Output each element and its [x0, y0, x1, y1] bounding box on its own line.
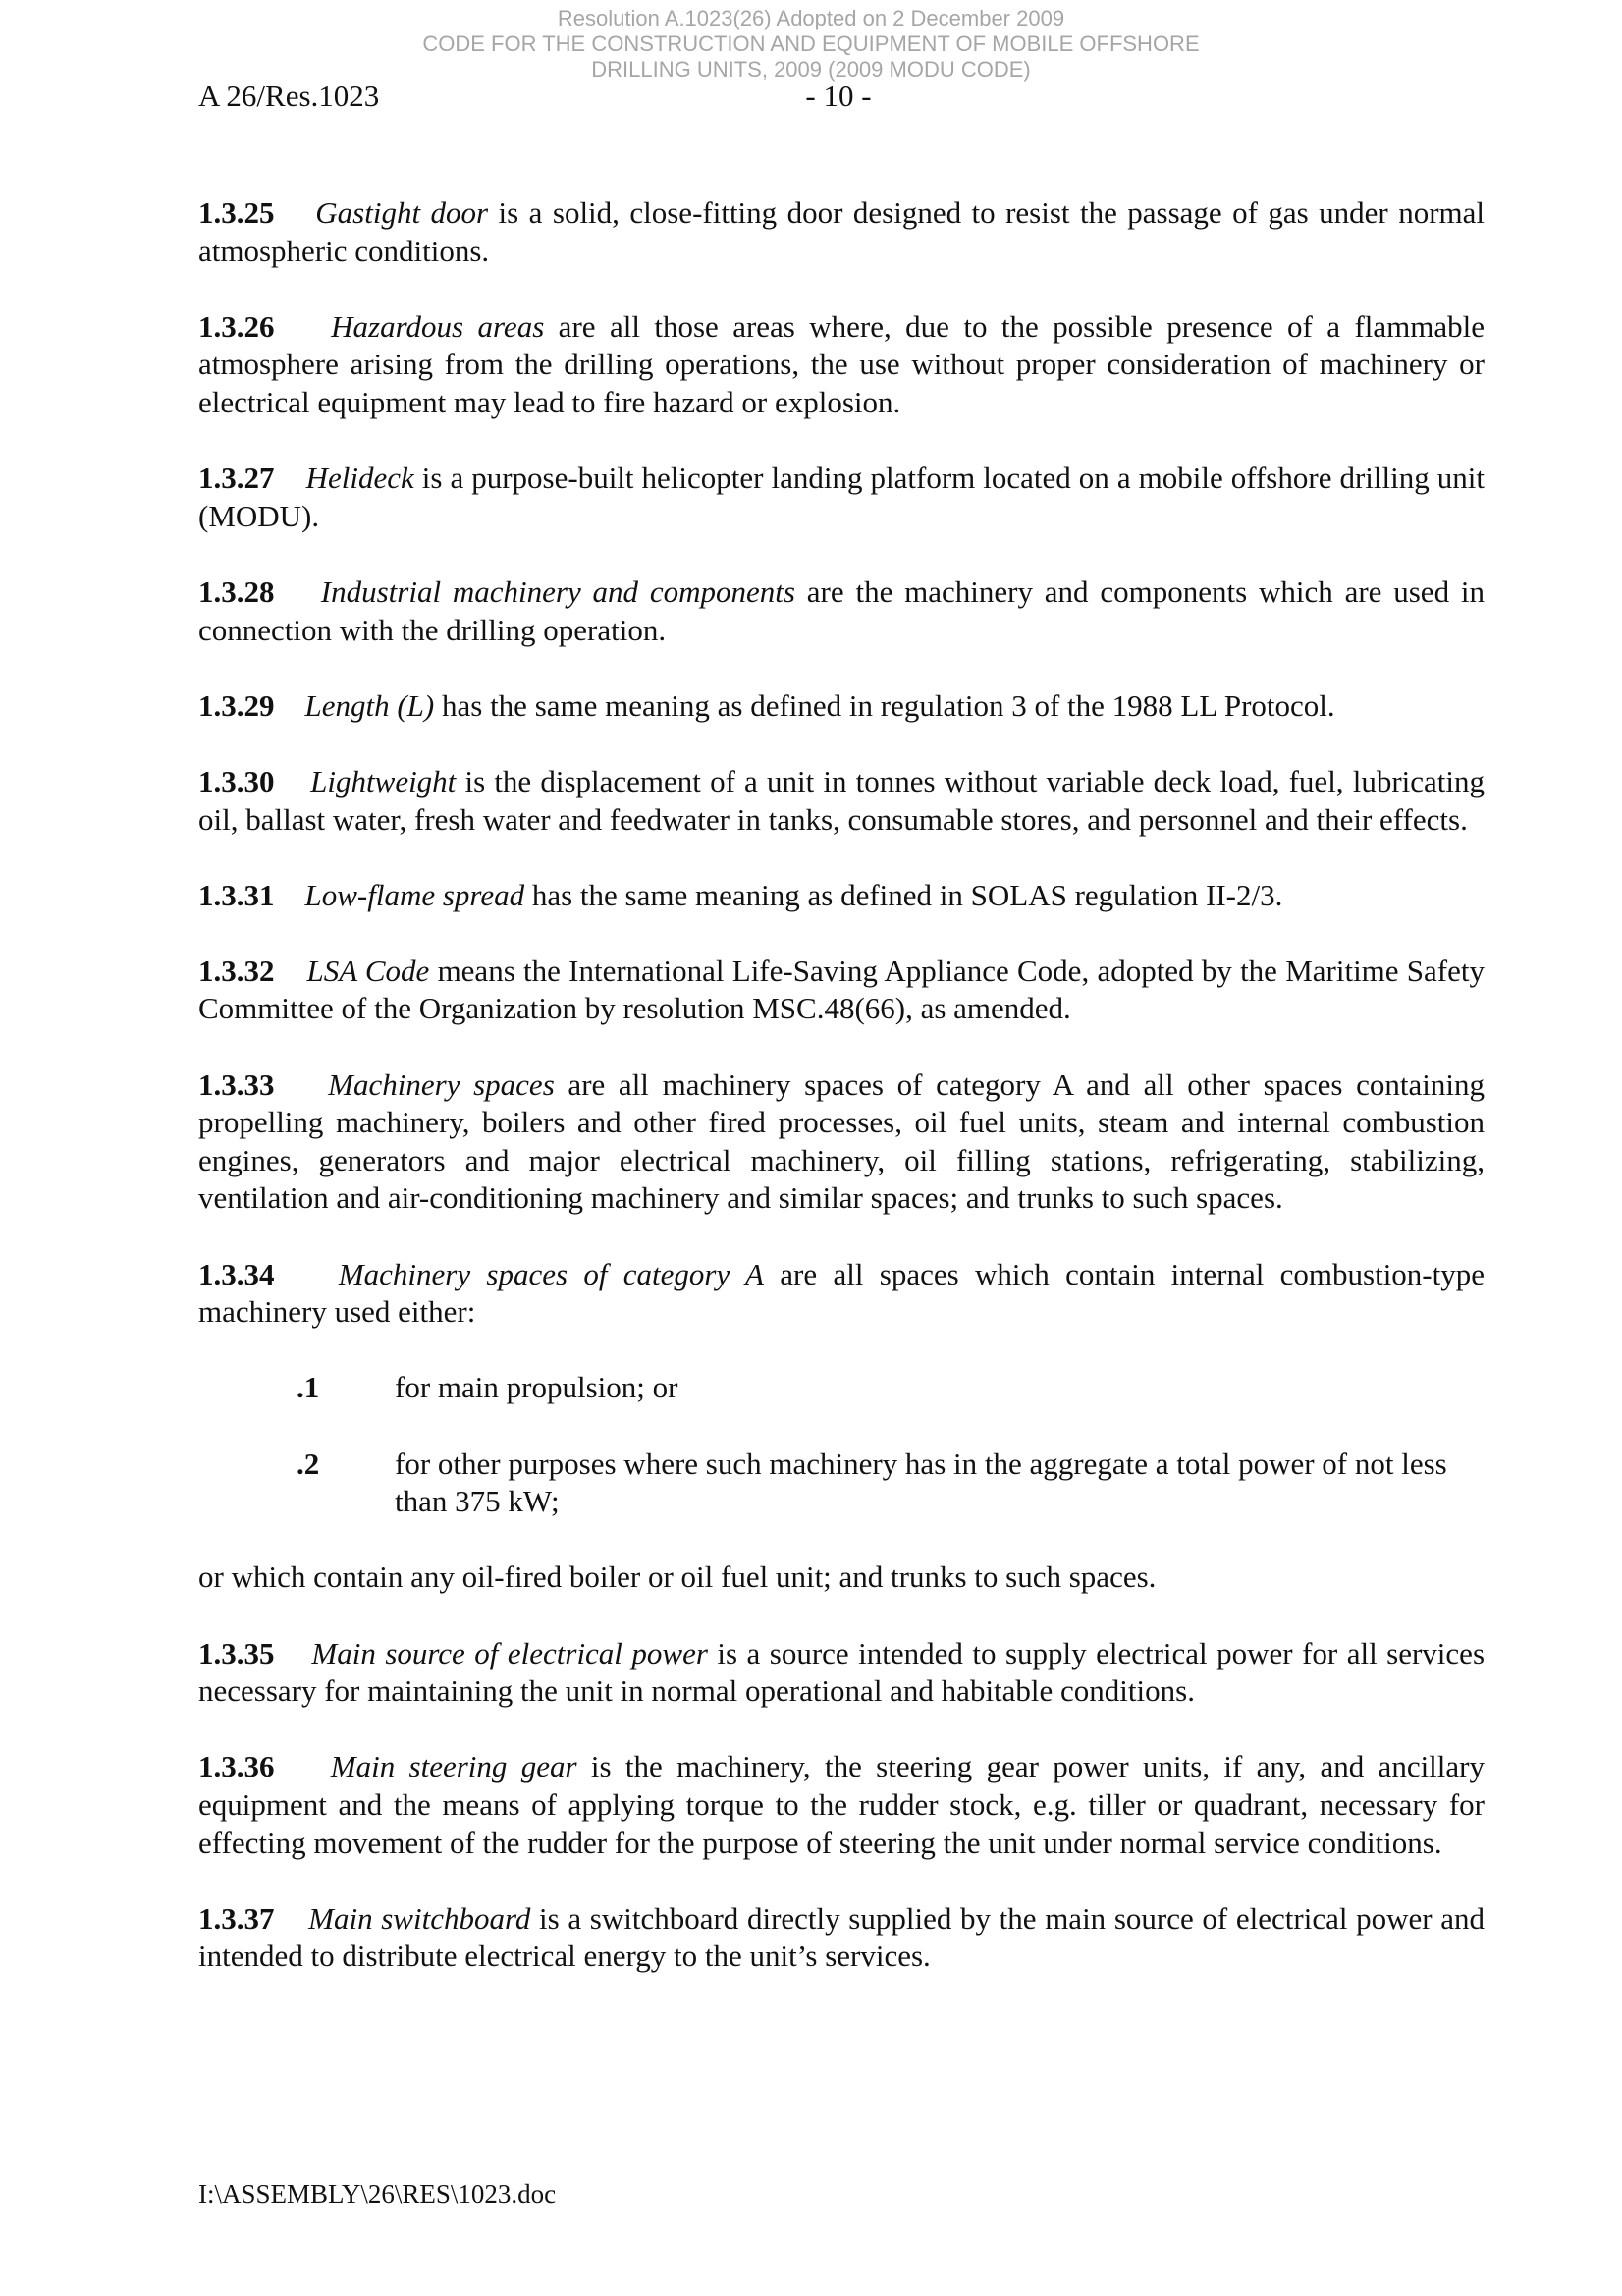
defined-term: Industrial machinery and components — [320, 574, 795, 609]
paragraph-1-3-29 — [198, 687, 1485, 726]
clause-number: 1.3.29 — [198, 687, 275, 723]
clause-number: 1.3.37 — [198, 1900, 275, 1936]
clause-number: 1.3.28 — [198, 574, 275, 609]
definition-text: are all machinery spaces of category A and all other spaces containing propelling machinery, boilers and other fired processes, oil fuel units, steam and internal combustion engines, generators and major electrical machinery, oil filling stations, refrigerating, stabilizing, ventilation and air-conditioning machinery and similar spaces; and trunks to such spaces. — [198, 1066, 1486, 1216]
paragraph-1-3-35 — [198, 1635, 1485, 1711]
clause-number: 1.3.25 — [198, 195, 275, 230]
defined-term: Machinery spaces of category A — [338, 1256, 764, 1291]
sub-item-text: for other purposes where such machinery has in the aggregate a total power of not less than 375 kW; — [395, 1446, 1447, 1519]
paragraph-1-3-26 — [198, 308, 1485, 422]
defined-term: Machinery spaces — [328, 1066, 555, 1102]
definition-text: has the same meaning as defined in SOLAS regulation II-2/3. — [524, 877, 1283, 912]
watermark-line-3: DRILLING UNITS, 2009 (2009 MODU CODE) — [591, 57, 1031, 82]
definition-text: is a source intended to supply electrical power for all services necessary for maintaining the unit in normal operational and habitable conditions. — [198, 1635, 1486, 1709]
page-number — [0, 79, 1622, 114]
definition-text: is a purpose-built helicopter landing platform located on a mobile offshore drilling unit (MODU). — [198, 461, 1485, 533]
defined-term: Hazardous areas — [331, 308, 545, 344]
sub-item-2 — [198, 1446, 1485, 1521]
paragraph-1-3-31 — [198, 877, 1485, 915]
definition-text: means the International Life-Saving Appliance Code, adopted by the Maritime Safety Committee of the Organization by resolution MSC.48(66), as amended. — [198, 953, 1485, 1026]
clause-number: 1.3.30 — [198, 763, 275, 798]
clause-number: 1.3.31 — [198, 877, 275, 912]
document-body — [198, 194, 1485, 2014]
watermark-line-2: CODE FOR THE CONSTRUCTION AND EQUIPMENT OF MOBILE OFFSHORE — [422, 31, 1200, 56]
definition-text: is the displacement of a unit in tonnes without variable deck load, fuel, lubricating oil, ballast water, fresh water and feedwater in tanks, consumable stores, and personnel and their effects. — [198, 763, 1486, 837]
definition-text: has the same meaning as defined in regulation 3 of the 1988 LL Protocol. — [434, 687, 1335, 723]
clause-number: 1.3.34 — [198, 1256, 275, 1291]
definition-text: is a switchboard directly supplied by the main source of electrical power and intended to distribute electrical energy to the unit’s services. — [198, 1900, 1485, 1974]
paragraph-1-3-32 — [198, 953, 1485, 1028]
sub-item-text: for main propulsion; or — [395, 1370, 678, 1405]
definition-text: is the machinery, the steering gear power units, if any, and ancillary equipment and the means of applying torque to the rudder stock, e.g. tiller or quadrant, necessary for effecting movement of the rudder for the purpose of steering the unit under normal service conditions. — [198, 1749, 1485, 1860]
clause-number: 1.3.35 — [198, 1635, 275, 1670]
definition-text: is a solid, close-fitting door designed to resist the passage of gas under normal atmospheric conditions. — [198, 195, 1486, 268]
defined-term: LSA Code — [306, 953, 430, 988]
clause-number: 1.3.32 — [198, 953, 275, 988]
defined-term: Main switchboard — [308, 1900, 531, 1936]
defined-term: Gastight door — [315, 195, 489, 230]
clause-number: 1.3.26 — [198, 308, 275, 344]
definition-text: are all spaces which contain internal combustion-type machinery used either: — [198, 1256, 1486, 1330]
paragraph-1-3-36 — [198, 1748, 1485, 1862]
clause-number: 1.3.33 — [198, 1066, 275, 1102]
definition-text: are all those areas where, due to the possible presence of a flammable atmosphere arising from the drilling operations, the use without proper consideration of machinery or electrical equipment may lead to fire hazard or explosion. — [198, 308, 1486, 419]
paragraph-1-3-34 — [198, 1256, 1485, 1332]
defined-term: Main source of electrical power — [311, 1635, 708, 1670]
clause-number: 1.3.36 — [198, 1749, 275, 1784]
paragraph-1-3-37 — [198, 1900, 1485, 1976]
watermark — [0, 6, 1622, 82]
paragraph-1-3-25 — [198, 194, 1485, 270]
defined-term: Low-flame spread — [304, 877, 525, 912]
defined-term: Lightweight — [310, 763, 457, 798]
page-number-text: - 10 - — [805, 79, 872, 113]
sub-item-1 — [198, 1369, 1485, 1407]
definition-text: are the machinery and components which are used in connection with the drilling operation. — [198, 574, 1485, 647]
sub-item-number: .2 — [297, 1446, 320, 1481]
defined-term: Main steering gear — [330, 1749, 577, 1784]
document-reference: A 26/Res.1023 — [198, 79, 380, 113]
defined-term: Helideck — [305, 461, 414, 496]
defined-term: Length (L) — [304, 687, 435, 723]
sub-item-number: .1 — [297, 1370, 320, 1405]
continuation-text: or which contain any oil-fired boiler or oil fuel unit; and trunks to such spaces. — [198, 1559, 1157, 1595]
paragraph-1-3-28 — [198, 574, 1485, 649]
clause-number: 1.3.27 — [198, 461, 275, 496]
watermark-line-1: Resolution A.1023(26) Adopted on 2 December 2009 — [557, 6, 1065, 30]
paragraph-1-3-30 — [198, 763, 1485, 839]
paragraph-1-3-33 — [198, 1066, 1485, 1218]
footer-file-path: I:\ASSEMBLY\26\RES\1023.doc — [198, 2179, 557, 2209]
paragraph-1-3-27 — [198, 460, 1485, 535]
